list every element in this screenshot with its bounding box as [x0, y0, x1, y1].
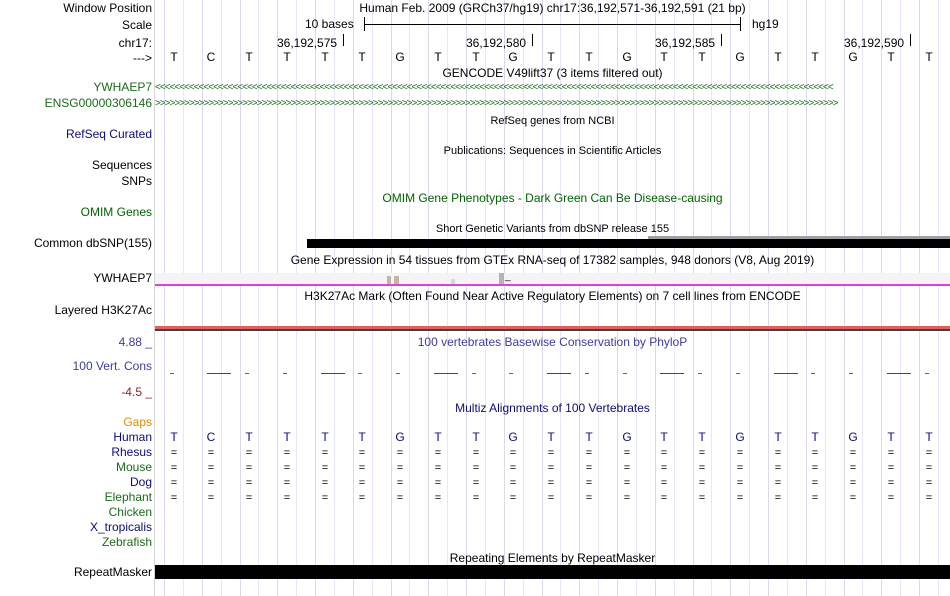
label-species-chicken: Chicken	[108, 505, 152, 519]
alignment-match: =	[698, 492, 706, 504]
label-omim[interactable]: OMIM Genes	[80, 205, 152, 219]
alignment-match: =	[321, 447, 329, 459]
base: G	[848, 50, 858, 64]
alignment-match: =	[887, 447, 895, 459]
gtex-bar-2	[394, 276, 399, 284]
alignment-match: =	[585, 447, 593, 459]
base: C	[206, 50, 216, 64]
gencode-track-title: GENCODE V49lift37 (3 items filtered out)	[442, 66, 663, 80]
label-species-human: Human	[113, 430, 152, 444]
base: T	[547, 50, 555, 64]
base: T	[170, 50, 178, 64]
phylop-score	[585, 373, 589, 374]
human-base: T	[887, 430, 895, 444]
alignment-match: =	[887, 492, 895, 504]
alignment-match: =	[736, 447, 744, 459]
phylop-score	[283, 373, 287, 374]
gtex-baseline	[155, 284, 950, 286]
label-dbsnp[interactable]: Common dbSNP(155)	[33, 236, 152, 250]
alignment-match: =	[472, 492, 480, 504]
scale-bar	[364, 24, 741, 25]
label-species-mouse: Mouse	[115, 460, 152, 474]
label-species-xtropicalis: X_tropicalis	[89, 520, 152, 534]
base: T	[698, 50, 706, 64]
gencode-ywhaep7-transcript[interactable]: <<<<<<<<<<<<<<<<<<<<<<<<<<<<<<<<<<<<<<<<<<<<<<<<<<<<<<<<<<<<<<<<<<<<<<<<<<<<<<<<<<<<<<<<<<<<<<<<<<<<<<<<<<<<<<<<<<<<<<<<<<<<<<<<<<<<<<<<<<<<	[155, 84, 833, 91]
alignment-match: =	[434, 447, 442, 459]
alignment-match: =	[925, 477, 933, 489]
alignment-match: =	[472, 447, 480, 459]
omim-track-title: OMIM Gene Phenotypes - Dark Green Can Be Disease-causing	[382, 191, 723, 205]
base: T	[472, 50, 480, 64]
scale-text: 10 bases	[305, 17, 354, 31]
alignment-match: =	[811, 462, 819, 474]
human-base: G	[395, 430, 405, 444]
phylop-score	[811, 373, 815, 374]
alignment-match: =	[358, 492, 366, 504]
human-base: T	[811, 430, 819, 444]
gtex-bar-4	[499, 273, 504, 284]
label-phylop-min: -4.5 _	[121, 385, 152, 399]
alignment-match: =	[396, 447, 404, 459]
base: T	[283, 50, 291, 64]
phylop-track-title: 100 vertebrates Basewise Conservation by PhyloP	[417, 335, 688, 349]
alignment-match: =	[811, 492, 819, 504]
alignment-match: =	[660, 477, 668, 489]
human-base: T	[925, 430, 933, 444]
phylop-score	[321, 373, 345, 374]
h3k27ac-baseline	[155, 329, 950, 331]
human-base: T	[660, 430, 668, 444]
alignment-match: =	[283, 447, 291, 459]
base: T	[811, 50, 819, 64]
human-base: T	[434, 430, 442, 444]
alignment-match: =	[170, 462, 178, 474]
alignment-match: =	[509, 462, 517, 474]
human-base: T	[585, 430, 593, 444]
label-species-elephant: Elephant	[104, 490, 152, 504]
ruler-tick-3	[721, 34, 722, 46]
base: T	[774, 50, 782, 64]
human-base: T	[698, 430, 706, 444]
alignment-match: =	[321, 477, 329, 489]
alignment-match: =	[623, 447, 631, 459]
alignment-match: =	[849, 492, 857, 504]
alignment-match: =	[434, 462, 442, 474]
alignment-match: =	[396, 492, 404, 504]
ruler-position-4: 36,192,590	[844, 36, 905, 50]
alignment-match: =	[434, 477, 442, 489]
alignment-match: =	[170, 447, 178, 459]
base: G	[395, 50, 405, 64]
alignment-match: =	[245, 462, 253, 474]
gtex-marker: _	[505, 271, 511, 282]
phylop-score	[698, 373, 702, 374]
alignment-match: =	[698, 447, 706, 459]
alignment-match: =	[736, 477, 744, 489]
base: T	[585, 50, 593, 64]
alignment-match: =	[321, 462, 329, 474]
publications-track-title: Publications: Sequences in Scientific Articles	[443, 145, 662, 157]
label-ywhaep7-gtex[interactable]: YWHAEP7	[93, 271, 152, 285]
alignment-match: =	[321, 492, 329, 504]
human-base: G	[508, 430, 518, 444]
label-vert-cons[interactable]: 100 Vert. Cons	[72, 359, 152, 373]
phylop-score	[170, 373, 174, 374]
label-h3k27ac[interactable]: Layered H3K27Ac	[54, 303, 152, 317]
alignment-match: =	[774, 462, 782, 474]
phylop-score	[245, 373, 249, 374]
human-base: G	[848, 430, 858, 444]
gtex-graph-area[interactable]	[155, 273, 950, 284]
label-scale: Scale	[121, 18, 152, 32]
label-window-position: Window Position	[63, 1, 152, 15]
alignment-match: =	[283, 492, 291, 504]
alignment-match: =	[207, 477, 215, 489]
human-base: T	[245, 430, 253, 444]
alignment-match: =	[774, 447, 782, 459]
window-position-text: Human Feb. 2009 (GRCh37/hg19) chr17:36,192,571-36,192,591 (21 bp)	[359, 1, 746, 15]
phylop-score	[434, 373, 458, 374]
alignment-match: =	[660, 492, 668, 504]
alignment-match: =	[925, 447, 933, 459]
human-base: T	[547, 430, 555, 444]
phylop-score	[207, 373, 231, 374]
label-species-dog: Dog	[129, 475, 152, 489]
alignment-match: =	[887, 462, 895, 474]
scale-bar-right-cap	[740, 17, 741, 31]
alignment-match: =	[358, 447, 366, 459]
human-base: G	[622, 430, 632, 444]
ruler-tick-4	[910, 34, 911, 46]
phylop-score	[358, 373, 362, 374]
label-repeatmasker[interactable]: RepeatMasker	[73, 565, 152, 579]
refseq-track-title: RefSeq genes from NCBI	[490, 115, 615, 127]
alignment-match: =	[811, 477, 819, 489]
label-snps[interactable]: SNPs	[121, 174, 152, 188]
gtex-bar-1	[387, 276, 391, 284]
base: G	[622, 50, 632, 64]
alignment-match: =	[547, 447, 555, 459]
label-strand-arrow: --->	[133, 51, 152, 65]
assembly-label: hg19	[752, 17, 779, 31]
alignment-match: =	[358, 462, 366, 474]
alignment-match: =	[811, 447, 819, 459]
track-labels	[0, 0, 154, 596]
alignment-match: =	[207, 492, 215, 504]
alignment-match: =	[283, 462, 291, 474]
alignment-match: =	[887, 477, 895, 489]
alignment-match: =	[283, 477, 291, 489]
alignment-match: =	[245, 492, 253, 504]
label-ywhaep7-gencode[interactable]: YWHAEP7	[93, 80, 152, 94]
alignment-match: =	[623, 462, 631, 474]
alignment-match: =	[774, 477, 782, 489]
dbsnp-variant-bar[interactable]	[307, 239, 950, 248]
label-species-zebrafish: Zebrafish	[101, 535, 152, 549]
base: T	[660, 50, 668, 64]
alignment-match: =	[849, 462, 857, 474]
base: T	[321, 50, 329, 64]
human-base: T	[321, 430, 329, 444]
alignment-match: =	[660, 447, 668, 459]
alignment-match: =	[736, 462, 744, 474]
alignment-match: =	[623, 477, 631, 489]
gencode-ensg-transcript[interactable]: >>>>>>>>>>>>>>>>>>>>>>>>>>>>>>>>>>>>>>>>>>>>>>>>>>>>>>>>>>>>>>>>>>>>>>>>>>>>>>>>>>>>>>>>>>>>>>>>>>>>>>>>>>>>>>>>>>>>>>>>>>>>>>>>>>>>>>>>>>>>>	[155, 100, 838, 107]
label-chr: chr17:	[118, 36, 152, 50]
alignment-match: =	[509, 477, 517, 489]
alignment-match: =	[623, 492, 631, 504]
base: T	[358, 50, 366, 64]
phylop-score	[887, 373, 911, 374]
alignment-match: =	[509, 492, 517, 504]
base: G	[508, 50, 518, 64]
alignment-match: =	[585, 462, 593, 474]
alignment-match: =	[698, 477, 706, 489]
alignment-match: =	[472, 477, 480, 489]
alignment-match: =	[585, 492, 593, 504]
alignment-match: =	[925, 462, 933, 474]
base: T	[245, 50, 253, 64]
alignment-match: =	[472, 462, 480, 474]
alignment-match: =	[774, 492, 782, 504]
dbsnp-track-title: Short Genetic Variants from dbSNP release 155	[435, 223, 670, 235]
human-base: T	[170, 430, 178, 444]
alignment-match: =	[660, 462, 668, 474]
phylop-score	[774, 373, 798, 374]
ruler-tick-1	[343, 34, 344, 46]
repeatmasker-element[interactable]	[155, 565, 950, 579]
phylop-score	[660, 373, 684, 374]
repeatmasker-track-title: Repeating Elements by RepeatMasker	[449, 551, 656, 565]
phylop-score	[472, 373, 476, 374]
alignment-match: =	[547, 492, 555, 504]
base: G	[735, 50, 745, 64]
label-gaps: Gaps	[123, 415, 152, 429]
human-base: G	[735, 430, 745, 444]
phylop-score	[509, 373, 513, 374]
human-base: T	[358, 430, 366, 444]
base: T	[887, 50, 895, 64]
human-base: T	[472, 430, 480, 444]
label-species-rhesus: Rhesus	[111, 445, 152, 459]
alignment-match: =	[396, 477, 404, 489]
alignment-match: =	[434, 492, 442, 504]
browser-image[interactable]	[155, 0, 950, 596]
base: T	[434, 50, 442, 64]
alignment-match: =	[925, 492, 933, 504]
human-base: T	[774, 430, 782, 444]
ruler-position-1: 36,192,575	[277, 36, 338, 50]
human-base: C	[206, 430, 216, 444]
gtex-track-title: Gene Expression in 54 tissues from GTEx RNA-seq of 17382 samples, 948 donors (V8, Aug 2019)	[290, 253, 815, 267]
label-sequences[interactable]: Sequences	[91, 158, 152, 172]
alignment-match: =	[849, 477, 857, 489]
alignment-match: =	[396, 462, 404, 474]
alignment-match: =	[358, 477, 366, 489]
base: T	[925, 50, 933, 64]
multiz-track-title: Multiz Alignments of 100 Vertebrates	[455, 401, 650, 415]
phylop-score	[925, 373, 929, 374]
alignment-match: =	[849, 447, 857, 459]
label-ensg[interactable]: ENSG00000306146	[44, 96, 152, 110]
phylop-score	[396, 373, 400, 374]
phylop-score	[736, 373, 740, 374]
alignment-match: =	[245, 477, 253, 489]
ruler-tick-2	[532, 34, 533, 46]
label-refseq[interactable]: RefSeq Curated	[65, 127, 152, 141]
alignment-match: =	[170, 492, 178, 504]
alignment-match: =	[509, 447, 517, 459]
label-phylop-max: 4.88 _	[118, 335, 152, 349]
alignment-match: =	[698, 462, 706, 474]
ruler-position-2: 36,192,580	[466, 36, 527, 50]
alignment-match: =	[547, 477, 555, 489]
alignment-match: =	[207, 462, 215, 474]
alignment-match: =	[585, 477, 593, 489]
alignment-match: =	[245, 447, 253, 459]
ruler-position-3: 36,192,585	[655, 36, 716, 50]
phylop-score	[547, 373, 571, 374]
alignment-match: =	[170, 477, 178, 489]
alignment-match: =	[547, 462, 555, 474]
alignment-match: =	[207, 447, 215, 459]
phylop-score	[623, 373, 627, 374]
alignment-match: =	[736, 492, 744, 504]
h3k27ac-track-title: H3K27Ac Mark (Often Found Near Active Regulatory Elements) on 7 cell lines from ENCODE	[304, 289, 801, 303]
human-base: T	[283, 430, 291, 444]
phylop-score	[849, 373, 853, 374]
